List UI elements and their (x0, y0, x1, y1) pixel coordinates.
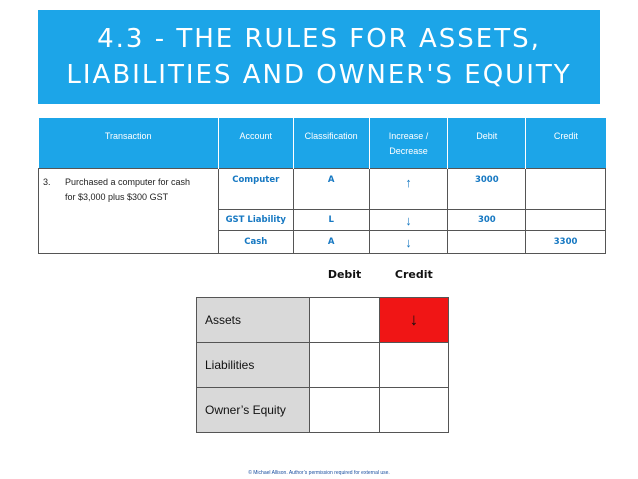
cell-direction-down-arrow-icon: ↓ (369, 210, 448, 231)
cell-credit (526, 169, 606, 210)
summary-label: Owner’s Equity (197, 388, 310, 433)
summary-credit-cell (379, 343, 448, 388)
transaction-text: Purchased a computer for cash for $3,000 plus $300 GST (65, 177, 191, 202)
cell-account: Cash (218, 231, 293, 254)
cell-debit: 3000 (448, 169, 526, 210)
table-header-row (39, 118, 606, 169)
summary-debit-cell (310, 388, 379, 433)
transaction-table (38, 118, 606, 254)
summary-row-liabilities (197, 343, 449, 388)
summary-header-row (197, 251, 449, 298)
cell-credit (526, 210, 606, 231)
cell-direction-down-arrow-icon: ↓ (369, 231, 448, 254)
summary-header-debit: Debit (327, 267, 362, 281)
summary-credit-cell-down-arrow-icon: ↓ (379, 298, 448, 343)
header-credit: Credit (526, 118, 606, 169)
summary-debit-cell (310, 298, 379, 343)
title-line-1: 4.3 - THE RULES FOR ASSETS, (97, 24, 541, 54)
header-decrease-label: Decrease (389, 146, 428, 156)
cell-debit (448, 231, 526, 254)
summary-header-credit: Credit (394, 267, 433, 281)
cell-account: Computer (218, 169, 293, 210)
header-transaction: Transaction (39, 118, 219, 169)
cell-classification: L (293, 210, 369, 231)
summary-header-blank (197, 251, 310, 298)
table-row (39, 169, 606, 210)
header-increase-decrease (369, 118, 448, 169)
summary-label: Assets (197, 298, 310, 343)
cell-direction-up-arrow-icon: ↑ (369, 169, 448, 210)
cell-debit: 300 (448, 210, 526, 231)
header-account: Account (218, 118, 293, 169)
copyright-footer: © Michael Allison. Author’s permission required for external use. (248, 470, 390, 476)
transaction-number: 3. (43, 177, 51, 187)
summary-row-owners-equity (197, 388, 449, 433)
debit-credit-rules-table (196, 251, 449, 433)
header-debit: Debit (448, 118, 526, 169)
summary-credit-cell (379, 388, 448, 433)
cell-account: GST Liability (218, 210, 293, 231)
header-classification: Classification (293, 118, 369, 169)
cell-credit: 3300 (526, 231, 606, 254)
summary-row-assets (197, 298, 449, 343)
header-increase-label: Increase / (388, 131, 429, 141)
cell-classification: A (293, 169, 369, 210)
summary-debit-cell (310, 343, 379, 388)
transaction-description (39, 169, 219, 254)
title-line-2: LIABILITIES AND OWNER'S EQUITY (66, 60, 572, 90)
title-banner (38, 10, 600, 104)
summary-label: Liabilities (197, 343, 310, 388)
cell-classification: A (293, 231, 369, 254)
